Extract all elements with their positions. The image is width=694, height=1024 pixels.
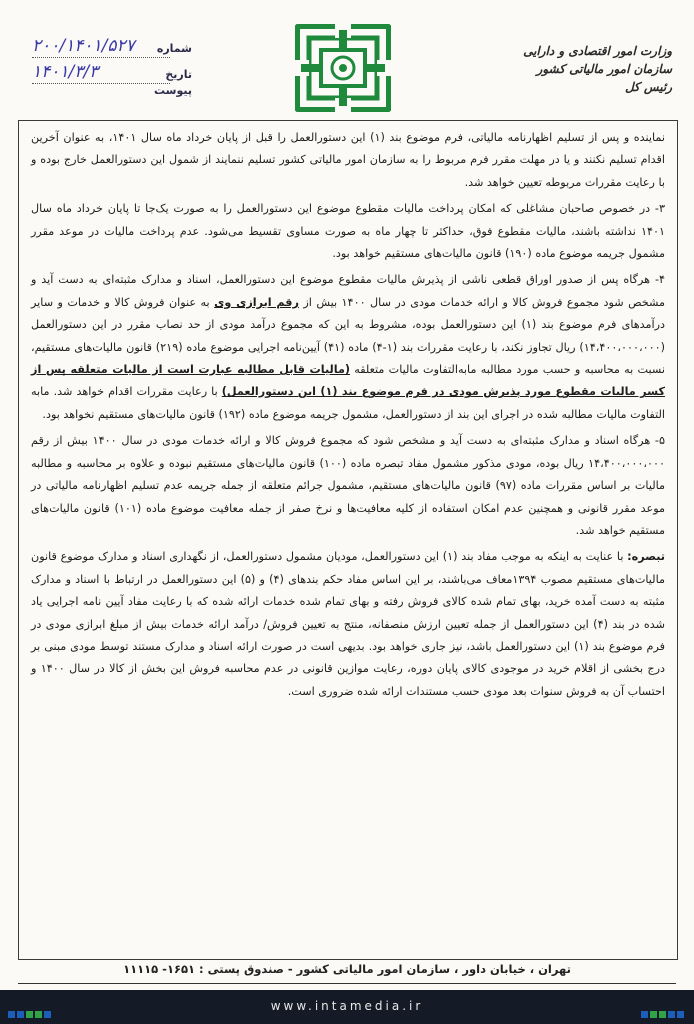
paragraph-4-part-c: با رعایت مقررات اقدام خواهد شد. مابه التفاوت مالیات مطالبه شده در اجرای این بند از دستورالعمل، مشمول جریمه موضوع ماده (۱۹۲) قانون مالیات‌های مستقیم نخواهد بود. — [31, 385, 665, 421]
footer-divider — [18, 983, 676, 984]
ministry-line-1: وزارت امور اقتصادی و دارایی — [523, 44, 672, 58]
number-row — [32, 36, 192, 62]
footer-address: تهران ، خیابان داور ، سازمان امور مالیاتی کشور - صندوق پستی : ۱۶۵۱- ۱۱۱۱۵ — [123, 962, 571, 976]
claimable-tax-emphasis: (مالیات قابل مطالبه عبارت است از مالیات متعلقه پس از کسر مالیات مقطوع مورد پذیرش مودی در فرم موضوع بند (۱) این دستورالعمل) — [31, 363, 665, 399]
attachment-label: پیوست — [154, 84, 192, 97]
ministry-line-3: رئیس کل — [624, 80, 672, 94]
declared-amount-emphasis: رقم ابرازی وی — [214, 295, 299, 309]
footer-bar — [0, 990, 694, 1024]
paragraph-1: نماینده و پس از تسلیم اظهارنامه مالیاتی، فرم موضوع بند (۱) این دستورالعمل را قبل از پایان خرداد ماه سال ۱۴۰۱، به عنوان آخرین اقدام تسلیم نکنند و یا در مهلت مقرر فرم مربوط را به سازمان امور مالیاتی کشور تسلیم ننمایند از شمول این دستورالعمل خارج بوده و با رعایت مقررات مربوطه تعیین خواهد شد. — [31, 131, 665, 189]
paragraph-4 — [31, 269, 665, 426]
paragraph-4-part-b: به عنوان فروش کالا و خدمات و سایر درآمدهای فرم موضوع بند (۱) این دستورالعمل بوده، مشروط به این که مجموع درآمد مودی از حد نصاب مقرر در این دستورالعمل (۱۴،۴۰۰،۰۰۰،۰۰۰) ریال تجاوز نکند، با رعایت مقررات بند (۱-۴) ماده (۴۱) آیین‌نامه اجرایی موضوع ماده (۲۱۹) قانون مالیات‌های مستقیم، نسبت به محاسبه و حسب مورد مطالبه مابه‌التفاوت مالیات متعلقه — [31, 295, 666, 377]
letter-body-frame — [18, 120, 678, 960]
note-paragraph — [31, 546, 665, 703]
ministry-line-2: سازمان امور مالیاتی کشور — [536, 62, 672, 76]
footer-color-dots-right — [641, 1003, 686, 1011]
number-value: ۲۰۰/۱۴۰۱/۵۲۷ — [32, 36, 135, 56]
ministry-heading — [472, 42, 672, 96]
letter-body — [31, 127, 665, 703]
note-label: تبصره: — [627, 550, 665, 564]
tax-organization-logo — [295, 24, 391, 112]
note-text: با عنایت به اینکه به موجب مفاد بند (۱) این دستورالعمل، مودیان مشمول دستورالعمل، از نگهداری اسناد و مدارک موضوع قانون مالیات‌های مستقیم مصوب ۱۳۹۴معاف می‌باشند، بر این اساس مفاد حکم بندهای (۴) و (۵) این دستورالعمل در ارتباط با اسناد و مدارک مثبته به دست آمده خرید، بهای تمام شده کالای فروش رفته و بهای تمام شده خدمات ارائه شده که با رعایت مفاد آیین نامه اجرایی یاد شده در بند (۴) این دستورالعمل از جمله تعیین ارزش منصفانه، منتج به تعیین فروش/ درآمد ارائه خدمات بیش از مبلغ ابرازی مودی در فرم موضوع بند (۱) این دستورالعمل باشد، نیز جاری خواهد بود. بدیهی است در صورت ارائه اسناد و مدارک مستند توسط مودی مبنی بر درج بخشی از اقلام خرید در موجودی کالای پایان دوره، رعایت موازین قانونی در عدم محاسبه فروش این بخش از کالا در سال ۱۴۰۰ و احتساب آن به فروش سنوات بعد مودی حسب مستندات ارائه شده ضروری است. — [31, 550, 666, 698]
paragraph-5: ۵- هرگاه اسناد و مدارک مثبته‌ای به دست آید و مشخص شود که مجموع فروش کالا و ارائه خدمات مودی در سال ۱۴۰۰ بیش از رقم ۱۴،۴۰۰،۰۰۰،۰۰۰ ریال بوده، مودی مذکور مشمول مفاد تبصره ماده (۱۰۰) قانون مالیات‌های مستقیم نبوده و علاوه بر محاسبه و مطالبه مالیات بر اساس مقررات ماده (۹۷) قانون مالیات‌های مستقیم، مشمول جرائم متعلقه از جمله جریمه عدم تسلیم اظهارنامه مالیاتی در موعد مقرر قانونی و همچنین عدم امکان استفاده از کلیه معافیت‌ها و نرخ صفر از جمله معافیت موضوع ماده (۱۰۱) قانون مالیات‌های مستقیم خواهد شد. — [31, 434, 666, 537]
paragraph-4-part-a: ۴- هرگاه پس از صدور اوراق قطعی ناشی از پذیرش مالیات مقطوع موضوع این دستورالعمل، اسناد و مدارک مثبته‌ای به دست آید و مشخص شود مجموع فروش کالا و ارائه خدمات مودی در سال ۱۴۰۰ بیش از — [31, 273, 665, 309]
letter-meta — [32, 36, 192, 114]
attachment-row — [32, 84, 192, 114]
website-link[interactable]: www.intamedia.ir — [270, 999, 424, 1013]
number-label: شماره — [156, 42, 192, 55]
paragraph-3: ۳- در خصوص صاحبان مشاغلی که امکان پرداخت مالیات مقطوع موضوع این دستورالعمل را به صورت یک‌جا تا پایان خرداد ماه سال ۱۴۰۱ نداشته باشند، مالیات مقطوع فوق، حداکثر تا چهار ماه به صورت مساوی تقسیط می‌شود. عدم پرداخت مالیات در موعد مقرر مشمول جریمه موضوع ماده (۱۹۰) قانون مالیات‌های مستقیم خواهد بود. — [31, 202, 665, 261]
date-value: ۱۴۰۱/۳/۳ — [32, 62, 99, 82]
letterhead — [0, 0, 694, 118]
date-label: تاریخ — [165, 68, 192, 81]
